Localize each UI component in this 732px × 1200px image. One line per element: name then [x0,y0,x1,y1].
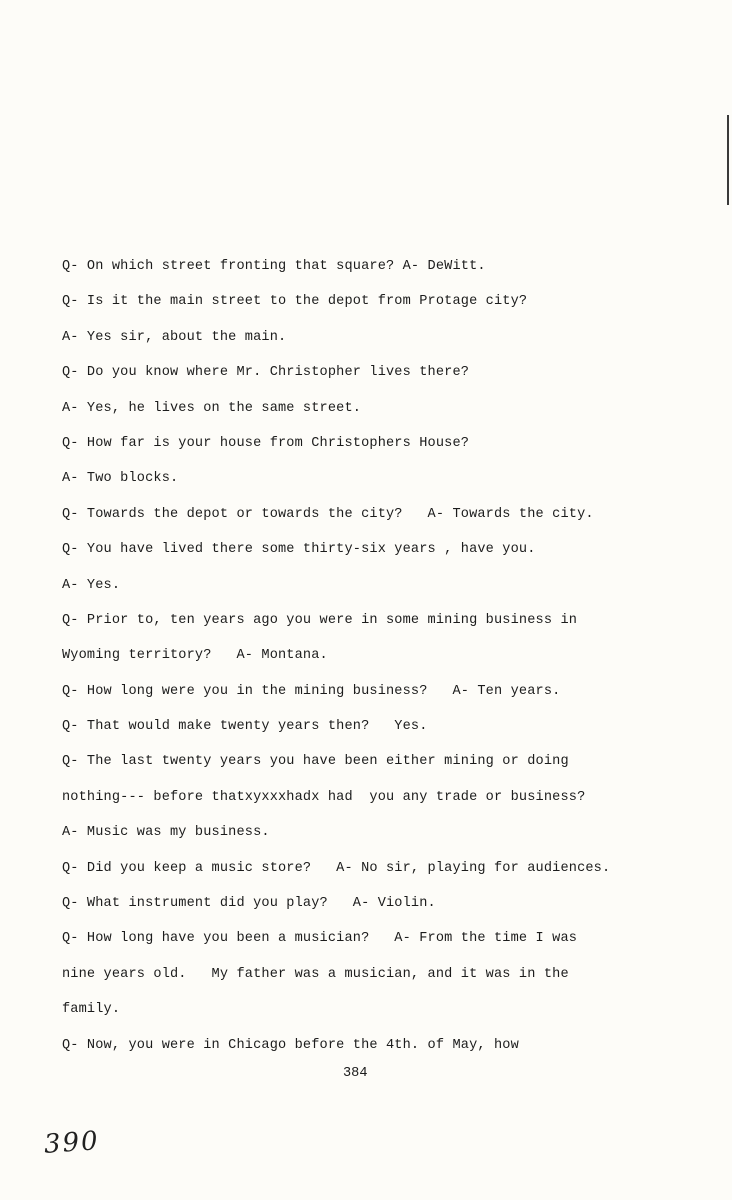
transcript-line: A- Two blocks. [62,471,179,487]
transcript-line: Q- On which street fronting that square? A- DeWitt. [62,259,486,274]
transcript-line: Q- How long have you been a musician? A- From the time I was [62,931,578,947]
transcript-line: Q- That would make twenty years then? Yes. [62,719,428,735]
transcript-line: A- Music was my business. [62,825,270,841]
transcript-line: nothing--- before thatxyxxxhadx had you any trade or business? [62,789,586,805]
transcript-line: Q- How far is your house from Christophers House? [62,435,470,451]
transcript-line: Q- Do you know where Mr. Christopher lives there? [62,365,470,381]
transcript-line: family. [62,1002,121,1018]
transcript-line: Q- Prior to, ten years ago you were in some mining business in [62,612,578,628]
page-number: 384 [343,1066,368,1081]
transcript-line: Q- How long were you in the mining business? A- Ten years. [62,683,561,699]
transcript-line: Wyoming territory? A- Montana. [62,648,328,664]
transcript-line: A- Yes. [62,577,121,593]
transcript-line: nine years old. My father was a musician, and it was in the [62,966,569,982]
transcript-line: Q- Now, you were in Chicago before the 4th. of May, how [62,1037,519,1053]
transcript-line: Q- Towards the depot or towards the city? A- Towards the city. [62,506,594,522]
transcript-line: Q- You have lived there some thirty-six years , have you. [62,542,536,558]
transcript-line: A- Yes sir, about the main. [62,329,287,345]
scan-edge-mark [727,115,729,205]
transcript-line: Q- What instrument did you play? A- Violin. [62,896,436,912]
transcript-line: A- Yes, he lives on the same street. [62,400,362,416]
transcript-line: Q- The last twenty years you have been either mining or doing [62,754,569,770]
transcript-body [62,256,712,1070]
transcript-line: Q- Did you keep a music store? A- No sir, playing for audiences. [62,860,611,876]
transcript-line: Q- Is it the main street to the depot from Protage city? [62,294,528,310]
handwritten-page-number: 390 [43,1126,101,1160]
